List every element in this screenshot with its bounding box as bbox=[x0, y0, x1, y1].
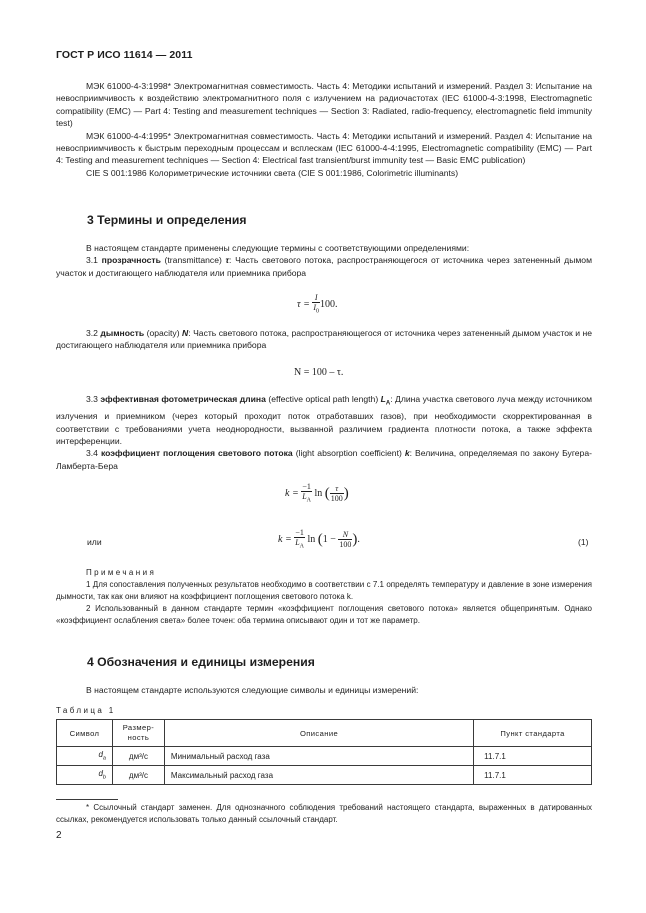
fraction-numerator: N bbox=[338, 530, 352, 540]
fraction bbox=[330, 484, 344, 503]
header-cell: Описание bbox=[164, 720, 473, 747]
reference-item: МЭК 61000-4-3:1998* Электромагнитная совместимость. Часть 4: Методики испытаний и измерений. Раздел 3: Испытание на невосприимчивость к воздействию электромагнитного поля с излучением на радиочастотах (IEC 61000-4-3:1998, Electromagnetic compatibility (EMC) — Part 4: Testing and measurement techniques — Section 3: Radiated, radio-frequency, electromagnetic field immunity test) bbox=[56, 81, 592, 129]
reference-item: МЭК 61000-4-4:1995* Электромагнитная совместимость. Часть 4: Методики испытаний и измерений. Раздел 4: Испытание на невосприимчивость к быстрым переходным процессам и всплескам (IEC 61000-4-4:1995, Electromagnetic compatibility (EMC) — Part 4: Testing and measurement techniques — Section 4: Electrical fast transient/burst immunity test — Basic EMC publication) bbox=[56, 130, 592, 166]
term-definition: : Часть светового потока, распространяющегося от источника через затененный дымом участок и достигающего наблюдателя или приемника прибора bbox=[56, 255, 592, 278]
subscript: b bbox=[102, 774, 106, 781]
footnote-block bbox=[56, 802, 592, 826]
section-4-heading: 4 Обозначения и единицы измерения bbox=[87, 655, 315, 669]
fraction bbox=[312, 293, 320, 317]
notes-block bbox=[56, 567, 592, 627]
subscript: 0 bbox=[316, 308, 319, 315]
formula-end: . bbox=[357, 534, 360, 546]
notes-label: Примечания bbox=[86, 568, 157, 577]
section-4-intro: В настоящем стандарте используются следующие символы и единицы измерений: bbox=[86, 685, 419, 695]
term-3-2 bbox=[56, 327, 592, 352]
symbols-table bbox=[56, 719, 592, 785]
term-english: (light absorption coefficient) bbox=[292, 448, 405, 459]
fraction-denominator: L bbox=[295, 538, 300, 547]
term-number: 3.3 bbox=[86, 394, 101, 404]
formula-rhs: 100. bbox=[320, 299, 338, 311]
term-number: 3.2 bbox=[86, 328, 101, 338]
fraction-numerator: τ bbox=[330, 484, 344, 494]
term-3-1 bbox=[56, 254, 592, 279]
terms-3-3-3-4 bbox=[56, 393, 592, 472]
fraction-numerator: I bbox=[312, 293, 320, 303]
table-row bbox=[57, 766, 592, 785]
header-cell: Размер- ность bbox=[112, 720, 164, 747]
fraction-denominator: I bbox=[313, 303, 316, 312]
fraction-denominator: 100 bbox=[339, 540, 352, 550]
subscript: A bbox=[306, 497, 311, 504]
description-cell: Максимальный расход газа bbox=[164, 766, 473, 785]
term-symbol: L bbox=[380, 394, 386, 404]
term-name: прозрачность bbox=[101, 255, 161, 266]
term-name: дымность bbox=[100, 328, 145, 338]
symbol-cell bbox=[57, 747, 113, 766]
term-name: коэффициент поглощения светового потока bbox=[100, 448, 293, 459]
paren-close: ) bbox=[343, 485, 349, 502]
fraction-numerator: −1 bbox=[302, 482, 311, 491]
section-4-body bbox=[56, 684, 592, 696]
paren-open: ( bbox=[317, 531, 323, 548]
unit-cell: дм³/с bbox=[112, 747, 164, 766]
term-number: 3.1 bbox=[86, 255, 102, 266]
footnote-divider bbox=[56, 799, 118, 800]
page-number: 2 bbox=[56, 830, 62, 841]
symbol-cell bbox=[57, 766, 113, 785]
term-3-4 bbox=[56, 447, 592, 472]
section-3-intro: В настоящем стандарте применены следующие термины с соответствующими определениями: bbox=[86, 243, 470, 253]
term-3-3 bbox=[56, 393, 592, 447]
formula-opacity: N = 100 – τ. bbox=[294, 367, 344, 378]
term-definition: : Длина участка светового луча между источником излучения и приемником (через который проходит поток отработавших газов), при необходимости скорректированная в соответствии с требованиями учета неоднородности, вызванной различием градиента плотности потока, а также эффекта интерференции. bbox=[56, 394, 593, 446]
table-caption: Таблица 1 bbox=[56, 706, 116, 715]
note-1: 1 Для сопоставления полученных результатов необходимо в соответствии с 7.1 определять температуру и давление в зоне измерения дымности, так как они влияют на коэффициент поглощения светового потока k. bbox=[56, 580, 592, 602]
paren-open: ( bbox=[324, 485, 330, 502]
ln-operator: ln bbox=[304, 534, 318, 546]
fraction-denominator: L bbox=[302, 492, 307, 501]
reference-item: CIE S 001:1986 Колориметрические источники света (CIE S 001:1986, Colorimetric illuminants) bbox=[86, 167, 459, 178]
formula-lhs: k = bbox=[285, 488, 302, 500]
fraction bbox=[301, 482, 312, 506]
clause-cell: 11.7.1 bbox=[474, 747, 592, 766]
paren-close: ) bbox=[352, 531, 358, 548]
term-symbol: N bbox=[182, 328, 189, 338]
subscript: A bbox=[385, 400, 391, 407]
term-english: (opacity) bbox=[144, 328, 183, 338]
description-cell: Минимальный расход газа bbox=[164, 747, 473, 766]
fraction bbox=[294, 528, 305, 552]
symbol: d bbox=[98, 769, 103, 779]
ln-operator: ln bbox=[311, 488, 325, 500]
term-symbol: τ bbox=[225, 255, 230, 266]
formula-absorption-2 bbox=[278, 528, 360, 552]
header-cell: Пункт стандарта bbox=[474, 720, 592, 747]
footnote: * Ссылочный стандарт заменен. Для однозначного соблюдения требований настоящего стандарта, выраженных в датированных ссылках, рекомендуется использовать только данный ссылочный стандарт. bbox=[56, 803, 592, 824]
note-2: 2 Использованный в данном стандарте термин «коэффициент поглощения светового потока» является общепринятым. Однако «коэффициент ослабления света» более точен: оба термина описывают один и тот же параметр. bbox=[56, 604, 592, 625]
formula-transmittance bbox=[297, 293, 338, 317]
or-word: или bbox=[87, 537, 102, 547]
formula-term: 1 − bbox=[322, 534, 339, 546]
term-3-2-block bbox=[56, 327, 592, 352]
term-definition: : Часть светового потока, распространяющегося от источника через затененный дымом участок и не достигающего наблюдателя или приемника прибора bbox=[56, 328, 593, 351]
fraction-numerator: −1 bbox=[295, 528, 304, 537]
term-symbol: k bbox=[404, 448, 410, 459]
clause-cell: 11.7.1 bbox=[474, 766, 592, 785]
term-english: (effective optical path length) bbox=[265, 394, 381, 404]
normative-references bbox=[56, 80, 592, 179]
term-name: эффективная фотометрическая длина bbox=[100, 394, 266, 404]
document-header: ГОСТ Р ИСО 11614 — 2011 bbox=[56, 49, 193, 61]
term-english: (transmittance) bbox=[160, 255, 226, 266]
term-number: 3.4 bbox=[86, 448, 101, 459]
term-definition: : Величина, определяемая по закону Бугера-Ламберта-Бера bbox=[56, 448, 592, 471]
table-row bbox=[57, 747, 592, 766]
equation-number: (1) bbox=[578, 537, 589, 547]
fraction bbox=[338, 530, 352, 549]
subscript: A bbox=[299, 543, 304, 550]
header-cell: Символ bbox=[57, 720, 113, 747]
formula-lhs: τ = bbox=[297, 299, 313, 311]
section-3-body bbox=[56, 242, 592, 279]
formula-absorption-1 bbox=[285, 482, 349, 506]
subscript: a bbox=[102, 755, 106, 762]
symbol: d bbox=[98, 750, 103, 760]
unit-cell: дм³/с bbox=[112, 766, 164, 785]
fraction-denominator: 100 bbox=[330, 494, 343, 504]
formula-lhs: k = bbox=[278, 534, 295, 546]
section-3-heading: 3 Термины и определения bbox=[87, 213, 247, 227]
table-header-row bbox=[57, 720, 592, 747]
